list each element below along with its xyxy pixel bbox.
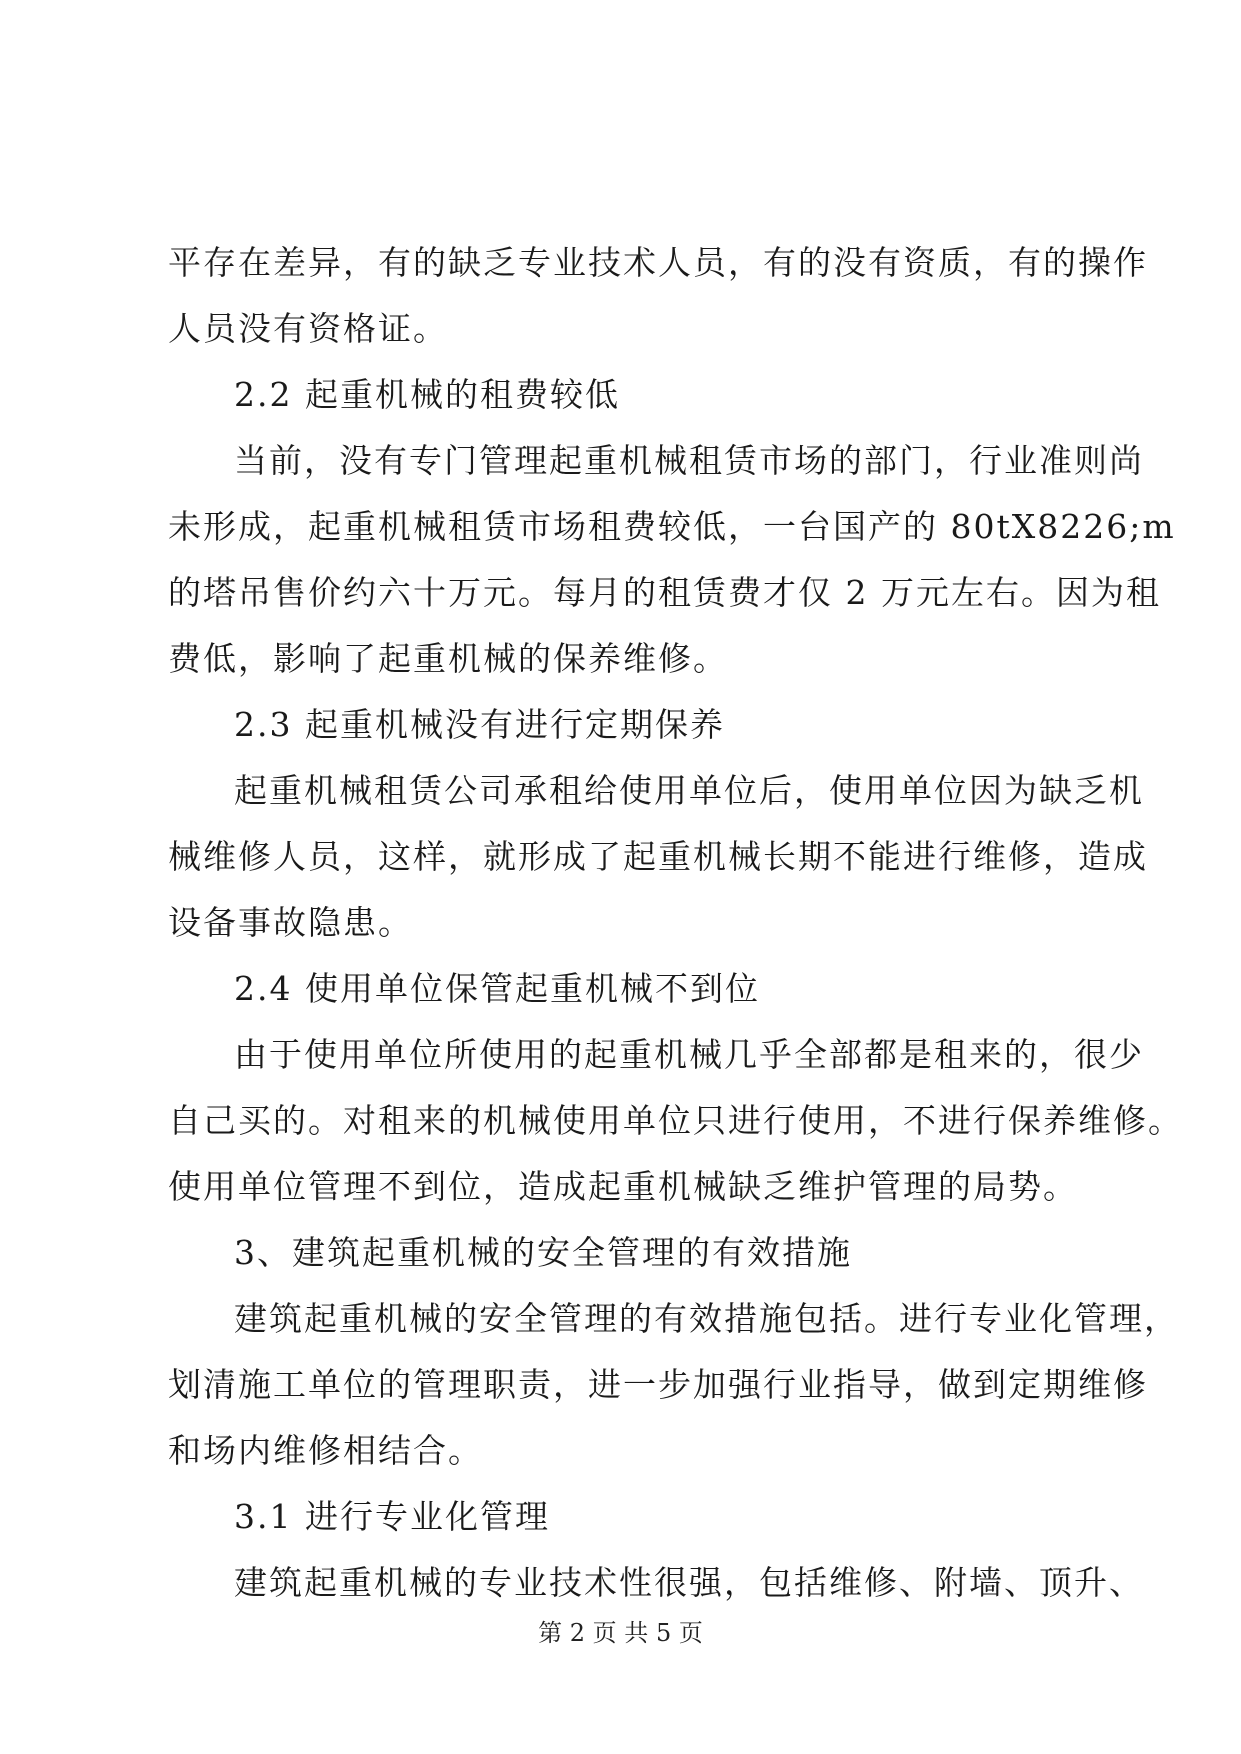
text-line: 费低，影响了起重机械的保养维修。	[168, 639, 728, 678]
text-line: 自己买的。对租来的机械使用单位只进行使用，不进行保养维修。	[168, 1101, 1183, 1140]
section-heading: 2.4 使用单位保管起重机械不到位	[234, 969, 760, 1008]
text-line: 未形成，起重机械租赁市场租费较低，一台国产的 80tX8226;m	[168, 507, 1176, 546]
section-heading: 2.3 起重机械没有进行定期保养	[234, 705, 725, 744]
text-line: 械维修人员，这样，就形成了起重机械长期不能进行维修，造成	[168, 837, 1148, 876]
text-line: 平存在差异，有的缺乏专业技术人员，有的没有资质，有的操作	[168, 243, 1148, 282]
text-line: 建筑起重机械的专业技术性很强，包括维修、附墙、顶升、	[234, 1563, 1144, 1602]
text-line: 的塔吊售价约六十万元。每月的租赁费才仅 2 万元左右。因为租	[168, 573, 1161, 612]
body-text	[168, 230, 1183, 1616]
page-number-footer: 第 2 页 共 5 页	[538, 1619, 703, 1647]
text-line: 划清施工单位的管理职责，进一步加强行业指导，做到定期维修	[168, 1365, 1148, 1404]
text-line: 使用单位管理不到位，造成起重机械缺乏维护管理的局势。	[168, 1167, 1078, 1206]
text-line: 当前，没有专门管理起重机械租赁市场的部门，行业准则尚	[234, 441, 1144, 480]
section-heading: 3.1 进行专业化管理	[234, 1497, 550, 1536]
text-line: 由于使用单位所使用的起重机械几乎全部都是租来的，很少	[234, 1035, 1144, 1074]
text-line: 起重机械租赁公司承租给使用单位后，使用单位因为缺乏机	[234, 771, 1144, 810]
section-heading: 2.2 起重机械的租费较低	[234, 375, 620, 414]
text-line: 人员没有资格证。	[168, 309, 448, 348]
text-line: 和场内维修相结合。	[168, 1431, 483, 1470]
text-line: 建筑起重机械的安全管理的有效措施包括。进行专业化管理，	[234, 1299, 1179, 1338]
text-line: 设备事故隐患。	[168, 903, 413, 942]
section-heading: 3、建筑起重机械的安全管理的有效措施	[234, 1233, 852, 1272]
